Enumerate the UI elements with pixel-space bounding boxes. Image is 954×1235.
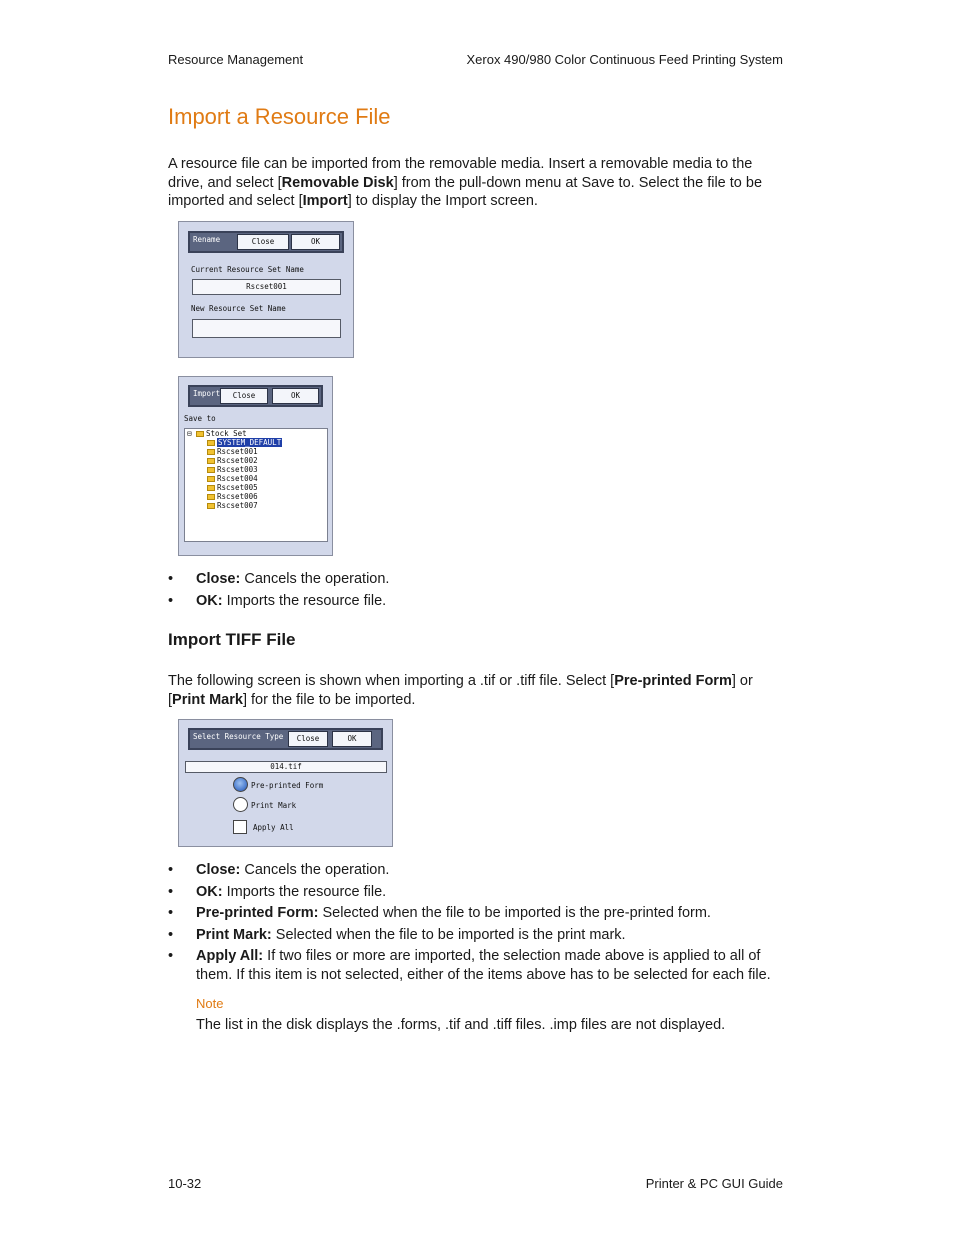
tree-item[interactable]: [207, 456, 258, 465]
rename-title-bar: [188, 231, 344, 253]
tiff-title: Select Resource Type: [193, 732, 284, 741]
ok-button[interactable]: OK: [332, 731, 372, 747]
intro-paragraph: [168, 155, 778, 211]
folder-icon: [207, 494, 215, 500]
tree-item[interactable]: [207, 438, 282, 447]
new-name-label: New Resource Set Name: [191, 304, 286, 313]
list-item: [168, 926, 783, 945]
bullet-desc: Selected when the file to be imported is the pre-printed form.: [318, 905, 711, 921]
tree-item-label: Rscset001: [217, 447, 258, 456]
folder-icon: [207, 476, 215, 482]
list-item: [168, 570, 778, 589]
bullet-term: Pre-printed Form:: [196, 905, 319, 921]
tiff-text-2: ] or [: [168, 673, 753, 708]
close-button[interactable]: Close: [288, 731, 328, 747]
header-product: Xerox 490/980 Color Continuous Feed Printing System: [466, 52, 783, 67]
page-number: 10-32: [168, 1176, 202, 1191]
preprinted-form-label: Pre-printed Form: [251, 781, 324, 790]
save-to-tree[interactable]: [184, 428, 328, 542]
tree-item-label: Rscset006: [217, 492, 258, 501]
footer-guide-name: Printer & PC GUI Guide: [645, 1176, 783, 1191]
bullet-term: Close:: [196, 862, 241, 878]
import-title-bar: [188, 385, 323, 407]
import-title: Import: [193, 389, 221, 398]
print-mark-label: Print Mark: [251, 801, 297, 810]
tree-root-label: Stock Set: [206, 429, 247, 438]
bullet-desc: Imports the resource file.: [222, 592, 387, 609]
bullet-list-import: [168, 570, 778, 613]
close-button[interactable]: Close: [220, 388, 268, 404]
intro-bold-removable-disk: Removable Disk: [281, 174, 394, 191]
section-heading: Import TIFF File: [168, 630, 296, 649]
file-name-field: 014.tif: [185, 761, 387, 773]
list-item: [168, 947, 783, 985]
collapse-icon[interactable]: ⊟: [187, 429, 192, 438]
list-item: [168, 904, 783, 923]
rename-screen: [178, 221, 354, 358]
list-item: [168, 592, 778, 611]
intro-bold-import: Import: [302, 193, 348, 209]
ok-button[interactable]: OK: [272, 388, 319, 404]
tiff-paragraph: [168, 672, 778, 709]
apply-all-label: Apply All: [253, 823, 294, 832]
import-screen: [178, 376, 333, 556]
note-text: The list in the disk displays the .forms, .tif and .tiff files. .imp files are not displayed.: [196, 1017, 726, 1033]
tree-item[interactable]: [207, 483, 258, 492]
current-name-label: Current Resource Set Name: [191, 265, 304, 274]
intro-text-2: ] from the pull-down menu at Save to. Select the file to be imported and select [: [168, 174, 763, 209]
folder-icon: [207, 467, 215, 473]
tiff-text-3: ] for the file to be imported.: [242, 691, 416, 708]
folder-icon: [207, 503, 215, 509]
tree-item[interactable]: [207, 501, 258, 510]
select-resource-type-screen: [178, 719, 393, 847]
tiff-title-bar: [188, 728, 383, 750]
bullet-desc: Selected when the file to be imported is the print mark.: [271, 926, 626, 943]
bullet-desc: If two files or more are imported, the selection made above is applied to all of them. If this item is not selected, either of the items above has to be selected for each file.: [196, 948, 771, 983]
print-mark-radio[interactable]: [233, 797, 248, 812]
folder-icon: [207, 449, 215, 455]
ok-button[interactable]: OK: [291, 234, 340, 250]
bullet-term: Close:: [196, 571, 241, 587]
rename-title: Rename: [193, 235, 221, 244]
bullet-term: Apply All:: [196, 948, 264, 964]
new-name-input[interactable]: [192, 319, 341, 338]
intro-text-3: ] to display the Import screen.: [347, 193, 538, 209]
note-label: Note: [196, 996, 224, 1011]
tree-item[interactable]: [207, 447, 258, 456]
list-item: [168, 861, 783, 880]
bullet-term: OK:: [196, 883, 223, 900]
tiff-bold-preprinted: Pre-printed Form: [614, 673, 732, 689]
folder-icon: [196, 431, 204, 437]
list-item: [168, 883, 783, 902]
folder-icon: [207, 458, 215, 464]
tiff-bold-printmark: Print Mark: [172, 691, 243, 708]
folder-icon: [207, 440, 215, 446]
tree-item[interactable]: [207, 492, 258, 501]
bullet-desc: Cancels the operation.: [240, 571, 390, 587]
page-title: Import a Resource File: [168, 104, 391, 129]
apply-all-checkbox[interactable]: [233, 820, 247, 834]
tree-item-label: Rscset003: [217, 465, 258, 474]
bullet-term: Print Mark:: [196, 926, 272, 943]
preprinted-form-radio[interactable]: [233, 777, 248, 792]
tree-item-label: Rscset004: [217, 474, 258, 483]
tree-item-label: Rscset002: [217, 456, 258, 465]
current-name-field: Rscset001: [192, 279, 341, 295]
tree-item[interactable]: [207, 465, 258, 474]
bullet-desc: Cancels the operation.: [240, 862, 390, 878]
tree-item-label: SYSTEM_DEFAULT: [218, 438, 282, 447]
tree-item[interactable]: [207, 474, 258, 483]
tree-root[interactable]: [187, 429, 247, 438]
bullet-list-tiff: [168, 861, 783, 988]
close-button[interactable]: Close: [237, 234, 289, 250]
folder-icon: [207, 485, 215, 491]
tree-item-label: Rscset007: [217, 501, 258, 510]
bullet-desc: Imports the resource file.: [222, 883, 387, 900]
tree-item-label: Rscset005: [217, 483, 258, 492]
tiff-text-1: The following screen is shown when importing a .tif or .tiff file. Select [: [168, 673, 615, 689]
intro-text-1: A resource file can be imported from the removable media. Insert a removable media to the drive, and select [: [168, 156, 753, 191]
bullet-term: OK:: [196, 592, 223, 609]
header-section: Resource Management: [168, 52, 304, 67]
save-to-label: Save to: [184, 414, 216, 423]
